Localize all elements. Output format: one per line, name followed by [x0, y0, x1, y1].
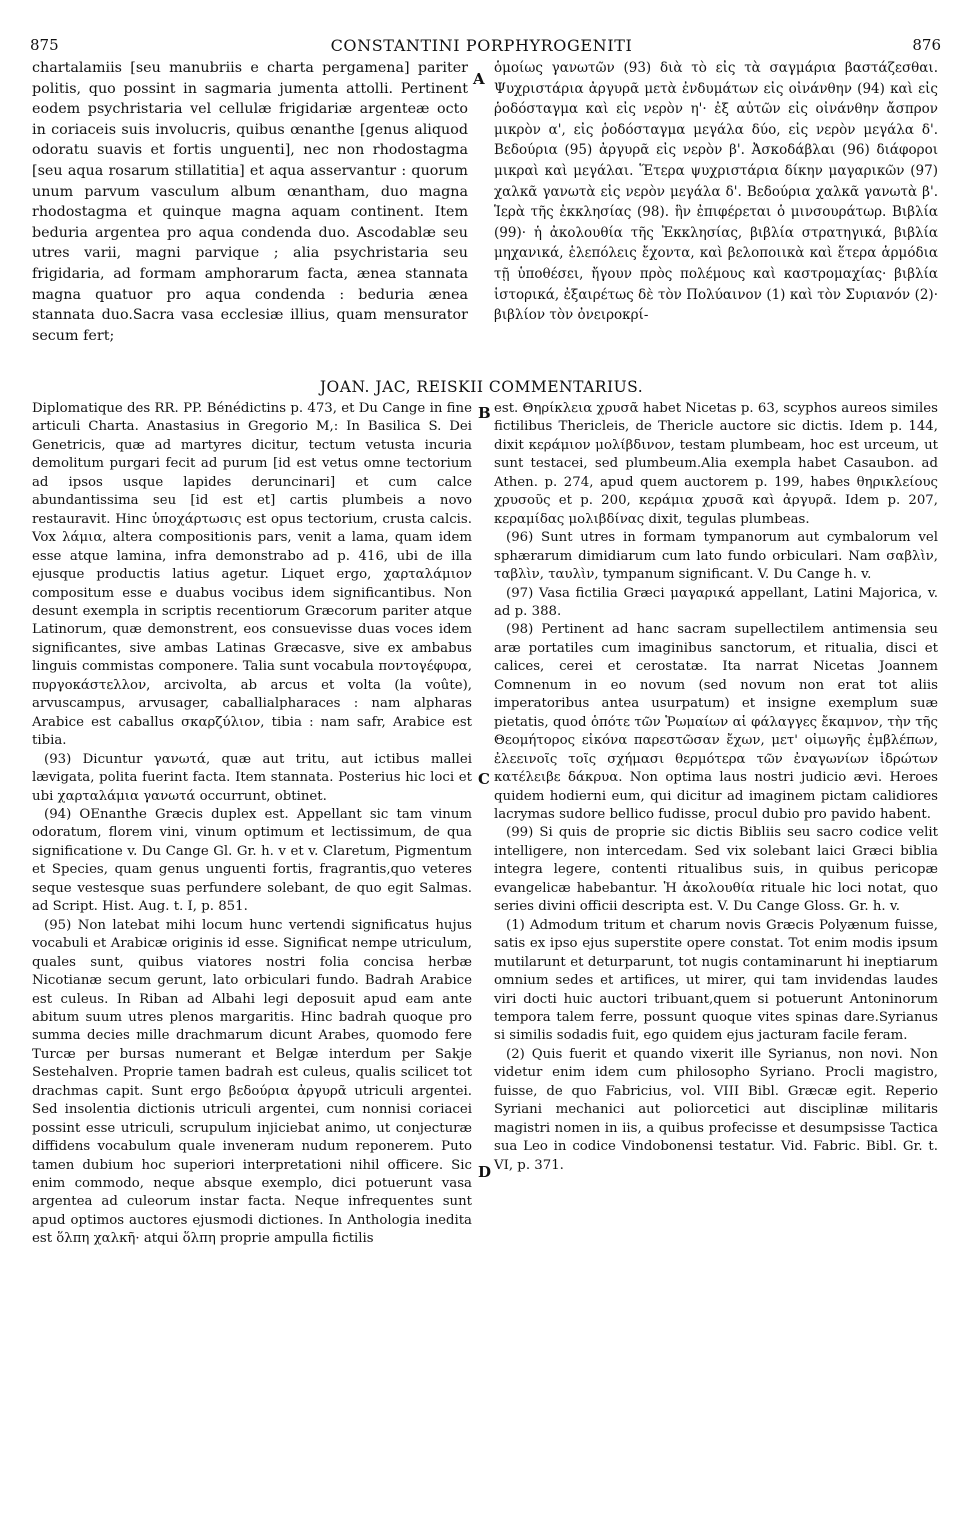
- margin-marker-d: D: [478, 1163, 492, 1181]
- latin-translation-text: chartalamiis [seu manubriis e charta pergamena] pariter politis, quo possint in sagmaria jumenta attolli. Pertinent eodem psychristaria vel cellulæ frigidariæ argenteæ octo in coriaceis suis involucris, quibus œnanthe [genus aliquod odoratu suavis et fortis unguenti], nec non rhodostagma [seu aqua rosarum stillatitia] et aqua asservantur : quorum unum parvum vasculum album œnantham, duo magna rhodostagma et quinque magna aquam continent. Item beduria argentea pro aqua condenda duo. Ascodablæ seu utres varii, magni parvique ; alia psychristaria seu frigidaria, ad formam amphorarum facta, ænea stannata magna quatuor pro aqua condenda : beduria ænea stannata duo.Sacra vasa ecclesiæ illius, quam mensurator secum fert;: [32, 60, 468, 344]
- commentary-note-94: (94) OEnanthe Græcis duplex est. Appellant sic tam vinum odoratum, florem vini, vinum optimum et lectissimum, de qua significatione v. Du Cange Gl. Gr. h. v et v. Claretum, Pigmentum et Species, quam genus unguenti fortis, fragrantis,quo veteres seque vestesque suas perfundere solebant, de quo egit Salmas. ad Script. Hist. Aug. t. I, p. 851.: [32, 806, 472, 915]
- commentary-note-93: (93) Dicuntur γανωτά, quæ aut tritu, aut ictibus mallei lævigata, polita fuerint facta. Item stannata. Posterius hic loci et ubi χαρταλάμια γανωτά occurrunt, obtinet.: [32, 751, 472, 804]
- commentary-note-98: (98) Pertinent ad hanc sacram supellectilem antimensia seu aræ portatiles cum imaginibus sanctorum, et ritualia, disci et calices, cerei et cerostatæ. Ita narrat Nicetas Joannem Comnenum in eo novum (sed novum non erat tot aliis imperatoribus antea usurpatum) et insigne exemplum suæ pietatis, quod ὁπότε τῶν Ῥωμαίων αἱ φάλαγγες ἔκαμνον, τὴν τῆς Θεομήτορος εἰκόνα παρεστῶσαν ἔχων, μετ' οἰμωγῆς ἐμβλέπων, ἐλεεινοῖς τοῖς σχήμασι θερμότερα τῶν ἐναγωνίων ἱδρώτων κατέλειβε δάκρυα. Non optima laus nostri judicio ævi. Heroes quidem hodierni eum, qui dicitur ad imaginem pictam calidiores lacrymas sudore bellico fudisse, procul dubio pro pavido habent.: [494, 622, 938, 822]
- margin-marker-b: B: [478, 404, 491, 422]
- commentary-note-96: (96) Sunt utres in formam tympanorum aut cymbalorum vel sphærarum dimidiarum cum lato fundo orbiculari. Nam σαβλὶν, ταβλὶν, ταυλὶν, tympanum significant. V. Du Cange h. v.: [494, 530, 938, 583]
- commentary-note-97: (97) Vasa fictilia Græci μαγαρικά appellant, Latini Majorica, v. ad p. 388.: [494, 585, 938, 619]
- greek-text: ὁμοίως γανωτῶν (93) διὰ τὸ εἰς τὰ σαγμάρια βαστάζεσθαι. Ψυχριστάρια ἀργυρᾶ μετὰ ἐνδυμάτων εἰς οἰνάνθην (94) καὶ εἰς ῥοδόσταγμα καὶ εἰς νερὸν η'· ἐξ αὐτῶν εἰς οἰνάνθην ἄσπρον μικρὸν α', εἰς ῥοδόσταγμα μεγάλα δύο, εἰς νερὸν μεγάλα δ'. Βεδούρια (95) ἀργυρᾶ εἰς νερὸν β'. Ἀσκοδάβλαι (96) διάφοροι μικραὶ καὶ μεγάλαι. Ἕτερα ψυχριστάρια δίκην μαγαρικῶν (97) χαλκᾶ γανωτὰ εἰς νερὸν μεγάλα δ'. Βεδούρια χαλκᾶ γανωτὰ β'. Ἱερὰ τῆς ἐκκλησίας (98). ἣν ἐπιφέρεται ὁ μινσουράτωρ. Βιβλία (99)· ἡ ἀκολουθία τῆς Ἐκκλησίας, βιβλία στρατηγικά, βιβλία μηχανικά, ἑλεπόλεις ἔχοντα, καὶ βελοποιικὰ καὶ ἕτερα ἁρμόδια τῇ ὑποθέσει, ἤγουν πρὸς πολέμους καὶ καστρομαχίας· βιβλία ἱστορικά, ἐξαιρέτως δὲ τὸν Πολύαινον (1) καὶ τὸν Συριανόν (2)· βιβλίον τὸν ὀνειροκρί-: [494, 60, 938, 324]
- commentary-note-99: (99) Si quis de proprie sic dictis Bibliis seu sacro codice velit intelligere, non intercedam. Sed vix solebant laici Græci biblia integra legere, contenti ritualibus suis, in quibus pericopæ evangelicæ habebantur. Ἡ ἀκολουθία rituale hic loci notat, quo series divini officii descripta est. V. Du Cange Gloss. Gr. h. v.: [494, 825, 938, 915]
- running-title: CONSTANTINI PORPHYROGENITI: [330, 36, 633, 55]
- page-number-left: 875: [30, 36, 59, 54]
- page-header: [0, 10, 963, 55]
- commentary-right-column: [494, 400, 938, 1175]
- commentary-note-2: (2) Quis fuerit et quando vixerit ille Syrianus, non novi. Non videtur enim idem cum philosopho Syriano. Procli magistro, fuisse, de quo Fabricius, vol. VIII Bibl. Græcæ egit. Reperio Syriani mechanici aut poliorcetici aut disciplinæ militaris magistri nomen in iis, a quibus profecisse et desumpsisse Tactica sua Leo in codice Vindobonensi testatur. Vid. Fabric. Bibl. Gr. t. VI, p. 371.: [494, 1046, 938, 1173]
- page-number-right: 876: [912, 36, 941, 54]
- commentary-paragraph: Diplomatique des RR. PP. Bénédictins p. 473, et Du Cange in fine articuli Charta. Anastasius in Gregorio M,: In Basilica S. Dei Genetricis, quæ ad martyres dicitur, tectum vetusta incuria demolitum purgari fecit ad purum [id est vetus omne tectorium ad ipsos usque lapides deruncinari] et cum calce abundantissima seu [id est et] cartis plumbeis a novo restauravit. Hinc ὑποχάρτωσις est opus tectorium, crusta calcis. Vox λάμια, altera compositionis pars, venit a lama, quam idem esse atque lamina, infra demonstrabo ad p. 416, ubi de illa ejusque productis latius agetur. Liquet ergo, χαρταλάμιον compositum esse e duabus vocibus idem significantibus. Non desunt exempla in scriptis recentiorum Græcorum pariter atque Latinorum, quæ demonstrent, eos consuevisse duas voces idem significantes, sive ambas Latinas Græcasve, sive ex ambabus linguis commistas componere. Talia sunt vocabula ποντογέφυρα, πυργοκάστελλον, arcivolta, ab arcus et volta (la voûte), arvuscampus, arvusager, caballialpharaces : nam alpharas Arabice est caballus σκαρζύλιον, tibia : nam safr, Arabice est tibia.: [32, 401, 472, 749]
- latin-translation-column: [32, 58, 468, 346]
- commentary-left-column: [32, 400, 472, 1249]
- margin-marker-a: A: [473, 70, 485, 88]
- margin-marker-c: C: [478, 770, 490, 788]
- commentary-note-95: (95) Non latebat mihi locum hunc vertendi significatus hujus vocabuli et Arabicæ originis id esse. Significat nempe utriculum, quales sunt, quibus viatores nostri folia concisa herbæ Nicotianæ secum gerunt, lato orbiculari fundo. Badrah Arabice est culeus. In Riban ad Albahi legi deposuit apud eam ante abitum suum utres plenos margaritis. Hinc badrah quoque pro summa decies mille drachmarum dicunt Arabes, quomodo fere Turcæ per bursas numerant et Belgæ interdum per Sakje Sestehalven. Proprie tamen badrah est culeus, qualis scilicet tot drachmas capit. Sunt ergo βεδούρια ἀργυρᾶ utriculi argentei. Sed insolentia dictionis utriculi argentei, cum nonnisi coriacei possint esse utriculi, scrupulum injiciebat animo, ut conjecturæ diffidens vocabulum quale inveneram nudum reponerem. Puto tamen dubium hoc superiori interpretationi nihil officere. Sic enim commodo, neque absque exemplo, dici potuerunt vasa argentea ad culeorum instar facta. Neque infrequentes sunt apud optimos auctores ejusmodi dictiones. In Anthologia inedita est ὅλπη χαλκῆ· atqui ὅλπη proprie ampulla fictilis: [32, 917, 472, 1247]
- greek-text-column: [494, 58, 938, 326]
- commentary-title: JOAN. JAC, REISKII COMMENTARIUS.: [319, 378, 644, 396]
- commentary-note-1: (1) Admodum tritum et charum novis Græcis Polyænum fuisse, satis ex ipso ejus superstite opere constat. Tot enim modis ipsum mutilarunt et deturparunt, tot nugis contaminarunt hi ineptiarum omnium sedes et artifices, ut mirer, qui tam invidendas laudes viri docti huic auctori tribuant,quem si potuerunt Antoninorum tempora talem ferre, possunt quoque vites spinas dare.Syrianus si similis sodadis fuit, ego quidem ejus jacturam facile feram.: [494, 917, 938, 1044]
- commentary-paragraph-continued: est. Θηρίκλεια χρυσᾶ habet Nicetas p. 63, scyphos aureos similes fictilibus Thericleis, de Thericle auctore sic dictis. Idem p. 144, dixit κεράμιον μολίβδινον, testam plumbeam, hoc est urceum, ut sunt testacei, sed plumbeum.Alia exempla habet Casaubon. ad Athen. p. 274, apud quem auctorem p. 199, habes θηρικλείους χρυσοῦς et p. 200, κεράμια χρυσᾶ καὶ ἀργυρᾶ. Idem p. 207, κεραμίδας μολιβδίνας dixit, tegulas plumbeas.: [494, 401, 938, 527]
